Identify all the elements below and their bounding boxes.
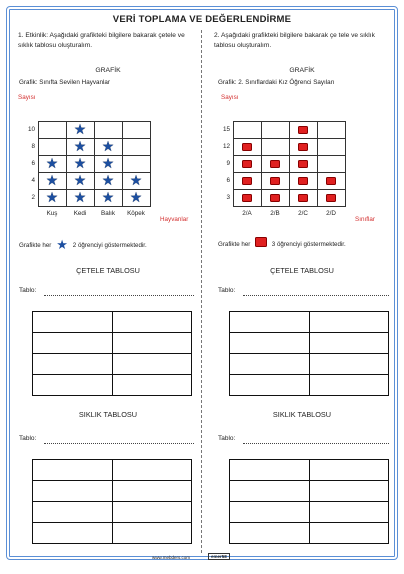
right-tally-row [230,333,389,354]
star-icon: ★ [101,154,115,171]
left-freq-row [33,460,192,481]
square-icon [298,194,308,202]
right-y-tick-label: 6 [226,176,230,184]
right-freq-heading: SIKLIK TABLOSU [272,410,332,419]
footer-site: www.mebders.com [152,555,191,560]
right-y-tick-label: 15 [222,125,230,133]
right-tally-cell[interactable] [230,312,310,333]
right-graph-subtitle: Grafik: 2. Sınıflardaki Kız Öğrenci Sayıları [218,79,335,86]
left-grid-cell [123,139,151,156]
right-freq-cell[interactable] [309,460,389,481]
left-y-axis-label: Sayısı [18,94,36,101]
left-tally-cell[interactable] [33,333,113,354]
left-freq-cell[interactable] [112,460,192,481]
left-freq-cell[interactable] [33,523,113,544]
right-tally-row [230,375,389,396]
left-tally-cell[interactable] [33,312,113,333]
right-category-label: 2/C [298,210,308,217]
right-tally-heading: ÇETELE TABLOSU [270,266,334,275]
square-icon [326,194,336,202]
star-icon: ★ [101,171,115,188]
page-title: VERİ TOPLAMA VE DEĞERLENDİRME [112,14,292,25]
star-icon: ★ [129,188,143,205]
square-icon [298,177,308,185]
right-tally-title-line[interactable] [243,295,389,296]
left-tally-row [33,354,192,375]
left-grid-cell [95,122,123,139]
star-icon: ★ [73,120,87,137]
right-tally-label: Tablo: [218,287,236,294]
right-tally-cell[interactable] [230,333,310,354]
star-icon: ★ [129,171,143,188]
right-tally-cell[interactable] [309,375,389,396]
left-legend-prefix: Grafikte her [19,242,52,249]
square-icon [298,160,308,168]
right-graph-heading: GRAFİK [289,67,315,74]
left-grid-cell [39,139,67,156]
right-category-label: 2/A [242,210,252,217]
star-icon: ★ [45,154,59,171]
right-tally-row [230,312,389,333]
left-y-tick-label: 10 [27,125,35,133]
right-tally-cell[interactable] [309,333,389,354]
right-freq-cell[interactable] [230,523,310,544]
right-freq-cell[interactable] [309,481,389,502]
left-category-label: Köpek [127,210,145,217]
left-category-label: Kedi [73,210,87,217]
square-icon [270,160,280,168]
left-y-tick-label: 2 [31,193,35,201]
square-icon [242,194,252,202]
left-instruction: 1. Etkinlik: Aşağıdaki grafikteki bilgilere bakarak çetele ve sıklık tablosu oluşturalım. [18,32,185,49]
right-y-tick-label: 9 [226,159,230,167]
square-icon [242,177,252,185]
right-tally-cell[interactable] [230,375,310,396]
right-grid-cell [234,122,262,139]
star-icon: ★ [45,188,59,205]
right-grid-cell [318,122,346,139]
star-icon: ★ [101,188,115,205]
right-freq-row [230,460,389,481]
right-tally-cell[interactable] [309,354,389,375]
left-tally-cell[interactable] [112,354,192,375]
left-category-label: Balık [101,210,115,217]
square-icon [242,160,252,168]
right-category-label: 2/D [326,210,336,217]
left-graph-heading: GRAFİK [95,67,121,74]
right-tally-cell[interactable] [230,354,310,375]
left-y-tick-label: 8 [31,142,35,150]
left-tally-heading: ÇETELE TABLOSU [76,266,140,275]
right-freq-row [230,502,389,523]
column-divider [201,30,202,553]
right-freq-cell[interactable] [230,460,310,481]
left-tally-row [33,312,192,333]
left-freq-heading: SIKLIK TABLOSU [78,410,138,419]
left-grid-row [39,122,151,139]
right-tally-row [230,354,389,375]
left-grid-row [39,139,151,156]
right-grid-cell [262,139,290,156]
star-icon: ★ [56,237,68,252]
left-freq-cell[interactable] [33,460,113,481]
left-tally-row [33,375,192,396]
left-freq-table[interactable] [32,459,192,544]
left-freq-cell[interactable] [112,502,192,523]
footer-badge: emer58 [208,553,230,560]
square-icon [270,194,280,202]
left-legend-suffix: 2 öğrenciyi göstermektedir. [72,242,147,249]
star-icon: ★ [73,154,87,171]
square-icon [242,143,252,151]
square-icon [298,126,308,134]
right-freq-cell[interactable] [230,481,310,502]
right-freq-table[interactable] [229,459,389,544]
left-freq-row [33,481,192,502]
left-tally-cell[interactable] [33,354,113,375]
star-icon: ★ [101,137,115,154]
right-y-tick-label: 3 [226,193,230,201]
right-grid-row [234,122,346,139]
right-category-label: 2/B [270,210,280,217]
right-grid-cell [318,139,346,156]
square-icon [270,177,280,185]
right-freq-row [230,523,389,544]
right-freq-label: Tablo: [218,435,236,442]
left-y-tick-label: 6 [31,159,35,167]
star-icon: ★ [45,171,59,188]
right-y-axis-label: Sayısı [221,94,239,101]
star-icon: ★ [73,188,87,205]
right-tally-cell[interactable] [309,312,389,333]
left-tally-cell[interactable] [112,375,192,396]
left-tally-cell[interactable] [33,375,113,396]
square-icon [298,143,308,151]
right-grid-cell [318,156,346,173]
left-tally-row [33,333,192,354]
right-legend-suffix: 3 öğrenciyi göstermektedir. [271,241,346,248]
right-freq-title-line[interactable] [243,443,389,444]
right-tally-table[interactable] [229,311,389,396]
left-legend [19,237,147,253]
left-freq-cell[interactable] [112,481,192,502]
right-freq-cell[interactable] [309,502,389,523]
left-tally-cell[interactable] [112,312,192,333]
star-icon: ★ [73,171,87,188]
right-legend [218,237,346,248]
right-freq-cell[interactable] [309,523,389,544]
right-y-tick-label: 12 [222,142,230,150]
left-grid-cell [39,122,67,139]
right-x-axis-label: Sınıflar [355,216,375,223]
left-freq-cell[interactable] [33,502,113,523]
left-tally-title-line[interactable] [44,295,194,296]
right-instruction: 2. Aşağıdaki grafikteki bilgilere bakarak çe tele ve sıklık tablosu oluşturalım. [214,32,375,49]
left-freq-row [33,502,192,523]
left-tally-cell[interactable] [112,333,192,354]
left-freq-cell[interactable] [33,481,113,502]
star-icon: ★ [73,137,87,154]
left-tally-label: Tablo: [19,287,37,294]
left-freq-title-line[interactable] [44,443,194,444]
left-category-label: Kuş [46,210,58,217]
left-grid-cell [123,156,151,173]
square-icon [326,177,336,185]
left-freq-row [33,523,192,544]
left-graph-subtitle: Grafik: Sınıfta Sevilen Hayvanlar [19,79,110,86]
right-freq-row [230,481,389,502]
left-grid-cell [123,122,151,139]
right-grid-cell [262,122,290,139]
left-freq-label: Tablo: [19,435,37,442]
square-icon [255,237,267,247]
left-y-tick-label: 4 [31,176,35,184]
right-freq-cell[interactable] [230,502,310,523]
right-legend-prefix: Grafikte her [218,241,251,248]
left-freq-cell[interactable] [112,523,192,544]
left-tally-table[interactable] [32,311,192,396]
left-x-axis-label: Hayvanlar [160,216,189,223]
